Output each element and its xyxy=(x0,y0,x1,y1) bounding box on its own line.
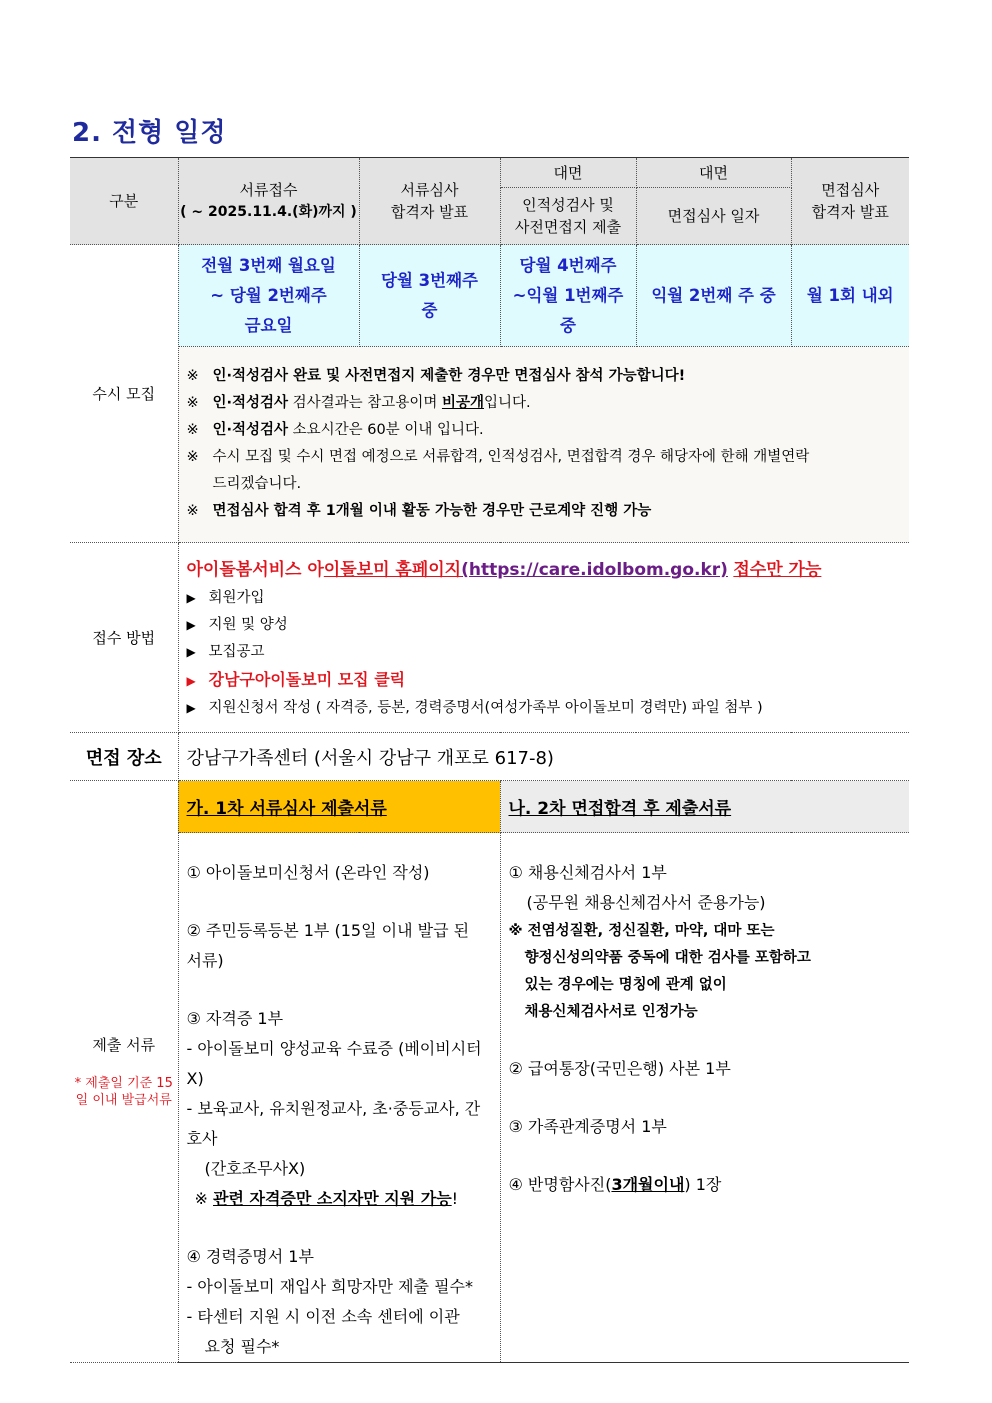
note-text: 면접심사 합격 후 1개월 이내 활동 가능한 경우만 근로계약 진행 가능 xyxy=(212,502,652,519)
note-plain: 입니다. xyxy=(483,394,531,411)
note-plain: 수시 모집 및 수시 면접 예정으로 서류합격, 인적성검사, 면접합격 경우 해당자에 한해 개별연락 xyxy=(212,448,810,465)
note-text xyxy=(213,444,810,498)
susi-receipt-period xyxy=(178,245,359,347)
docs-a-item: ① 아이돌보미신청서 (온라인 작성) xyxy=(186,863,430,882)
note-bold: 인·적성검사 xyxy=(212,394,289,411)
docs-a-title: 가. 1차 서류심사 제출서류 xyxy=(186,799,387,819)
method-step-label: 강남구아이돌보미 모집 클릭 xyxy=(208,670,406,689)
note-text: 인·적성검사 완료 및 사전면접지 제출한 경우만 면접심사 참석 가능합니다! xyxy=(212,367,686,384)
susi-interview-date: 익월 2번째 주 중 xyxy=(636,245,791,347)
header-interview-result-line1: 면접심사 xyxy=(821,181,880,199)
header-interview-date: 면접심사 일자 xyxy=(636,188,791,245)
header-gubun: 구분 xyxy=(70,158,178,245)
method-heading-red: 아이돌봄서비스 아 xyxy=(186,560,324,580)
note-bold: 인·적성검사 xyxy=(212,421,289,438)
docs-b-item xyxy=(509,1170,902,1200)
note-mark: ※ xyxy=(186,367,199,384)
docs-b-item: ② 급여통장(국민은행) 사본 1부 xyxy=(508,1059,731,1078)
docs-b-note: ※ 전염성질환, 정신질환, 마약, 대마 또는 xyxy=(508,923,775,939)
note-item xyxy=(187,417,900,444)
docs-b-title: 나. 2차 면접합격 후 제출서류 xyxy=(508,799,732,819)
header-face-to-face-1: 대면 xyxy=(500,158,636,188)
header-aptitude-test xyxy=(500,188,636,245)
header-document-receipt xyxy=(178,158,359,245)
homepage-link[interactable]: 이돌보미 홈페이지 xyxy=(323,560,462,580)
header-aptitude-line2: 사전면접지 제출 xyxy=(514,218,622,236)
susi-aptitude-period xyxy=(500,245,636,347)
notice-mark: ※ xyxy=(194,1189,208,1208)
triangle-icon: ▶ xyxy=(186,674,196,688)
docs-a-item: ② 주민등록등본 1부 (15일 이내 발급 된 xyxy=(186,921,470,940)
susi-document-result xyxy=(359,245,500,347)
triangle-icon: ▶ xyxy=(186,618,196,632)
note-mark: ※ xyxy=(186,502,199,519)
docs-a-subitem: - 아이돌보미 재입사 희망자만 제출 필수* xyxy=(186,1277,473,1296)
section-title: 2. 전형 일정 xyxy=(72,118,227,148)
note-plain: 소요시간은 60분 이내 입니다. xyxy=(288,421,484,438)
docs-b-item-text: ) 1장 xyxy=(684,1175,722,1194)
docs-b-note: 향정신성의약품 중독에 대한 검사를 포함하고 xyxy=(524,950,811,966)
notice-end: ! xyxy=(451,1189,459,1208)
docs-a-notice xyxy=(187,1184,492,1214)
interview-place: 강남구가족센터 (서울시 강남구 개포로 617-8) xyxy=(178,733,909,781)
docs-b-item-cont: (공무원 채용신체검사서 준용가능) xyxy=(526,893,766,912)
docs-a-header xyxy=(178,781,500,833)
note-mark: ※ xyxy=(186,394,199,411)
note-mark: ※ xyxy=(186,421,199,438)
schedule-table xyxy=(70,157,909,1363)
docs-b-note: 채용신체검사서로 인정가능 xyxy=(524,1004,698,1020)
susi-notes xyxy=(178,347,909,543)
triangle-icon: ▶ xyxy=(186,591,196,605)
susi-receipt-line1: 전월 3번째 월요일 xyxy=(201,255,336,275)
triangle-icon: ▶ xyxy=(186,645,196,659)
docs-issue-note: * 제출일 기준 15일 이내 발급서류 xyxy=(74,1076,173,1108)
docs-a-subitem: - 보육교사, 유치원정교사, 초·중등교사, 간호사 xyxy=(186,1099,481,1148)
docs-a-item: ④ 경력증명서 1부 xyxy=(186,1247,314,1266)
docs-b-item-text: ④ 반명함사진( xyxy=(508,1175,612,1194)
note-plain: 검사결과는 참고용이며 xyxy=(288,394,442,411)
row-label-susi: 수시 모집 xyxy=(70,245,178,543)
method-heading xyxy=(187,555,902,585)
method-content xyxy=(178,543,909,733)
docs-b-note: 있는 경우에는 명칭에 관계 없이 xyxy=(524,977,727,993)
docs-a-list xyxy=(178,833,500,1363)
header-face-to-face-2: 대면 xyxy=(636,158,791,188)
docs-b-item: ① 채용신체검사서 1부 xyxy=(508,863,667,882)
susi-interview-result: 월 1회 내외 xyxy=(791,245,909,347)
notice-text: 관련 자격증만 소지자만 지원 가능 xyxy=(213,1189,452,1208)
header-interview-result xyxy=(791,158,909,245)
method-step-label: 모집공고 xyxy=(208,644,265,660)
note-item xyxy=(187,498,900,525)
docs-a-subitem-cont: 요청 필수* xyxy=(204,1337,280,1356)
row-label-place: 면접 장소 xyxy=(70,733,178,781)
header-document-result-line2: 합격자 발표 xyxy=(390,203,469,221)
method-step xyxy=(187,585,902,612)
note-text xyxy=(213,390,531,417)
note-mark: ※ xyxy=(186,448,199,465)
note-item xyxy=(187,390,900,417)
docs-b-item-emph: 3개월이내 xyxy=(611,1175,685,1194)
method-step xyxy=(187,639,902,666)
header-document-result-line1: 서류심사 xyxy=(400,181,459,199)
header-document-receipt-deadline: ( ~ 2025.11.4.(화)까지 ) xyxy=(180,204,357,220)
method-step xyxy=(187,612,902,639)
method-step-label: 회원가입 xyxy=(208,590,265,606)
susi-result-line1: 당월 3번째주 xyxy=(381,270,478,290)
docs-a-subitem: - 타센터 지원 시 이전 소속 센터에 이관 xyxy=(186,1307,460,1326)
docs-label: 제출 서류 xyxy=(92,1036,156,1054)
note-item xyxy=(187,363,900,390)
homepage-url[interactable]: (https://care.idolbom.go.kr) xyxy=(461,560,728,580)
docs-b-item: ③ 가족관계증명서 1부 xyxy=(508,1117,667,1136)
header-interview-result-line2: 합격자 발표 xyxy=(811,203,889,221)
note-underline: 비공개 xyxy=(441,394,484,411)
susi-result-line2: 중 xyxy=(421,300,438,320)
method-step xyxy=(187,666,902,695)
note-item xyxy=(187,444,900,498)
row-label-method: 접수 방법 xyxy=(70,543,178,733)
note-plain: 드리겠습니다. xyxy=(212,475,302,492)
note-text xyxy=(213,417,484,444)
docs-a-item: ③ 자격증 1부 xyxy=(186,1009,284,1028)
susi-receipt-line3: 금요일 xyxy=(244,315,293,335)
method-step-label: 지원 및 양성 xyxy=(208,617,288,633)
docs-a-item-cont: 서류) xyxy=(186,951,224,970)
susi-aptitude-line1: 당월 4번째주 xyxy=(519,255,617,275)
row-label-docs xyxy=(70,781,178,1363)
docs-a-subitem: - 아이돌보미 양성교육 수료증 (베이비시터 X) xyxy=(186,1039,482,1088)
docs-b-list xyxy=(500,833,909,1363)
header-document-receipt-line1: 서류접수 xyxy=(239,181,298,199)
triangle-icon: ▶ xyxy=(186,701,196,715)
susi-aptitude-line2: ~익월 1번째주 xyxy=(512,285,624,305)
susi-receipt-line2: ~ 당월 2번째주 xyxy=(210,285,327,305)
docs-a-subitem-cont: (간호조무사X) xyxy=(204,1159,306,1178)
method-heading-only: 접수만 가능 xyxy=(733,560,822,580)
method-step-label: 지원신청서 작성 ( 자격증, 등본, 경력증명서(여성가족부 아이돌보미 경력만) 파일 첨부 ) xyxy=(208,700,763,716)
method-step xyxy=(187,695,902,722)
susi-aptitude-line3: 중 xyxy=(560,315,576,335)
header-aptitude-line1: 인적성검사 및 xyxy=(522,196,614,214)
docs-b-header xyxy=(500,781,909,833)
header-document-result xyxy=(359,158,500,245)
